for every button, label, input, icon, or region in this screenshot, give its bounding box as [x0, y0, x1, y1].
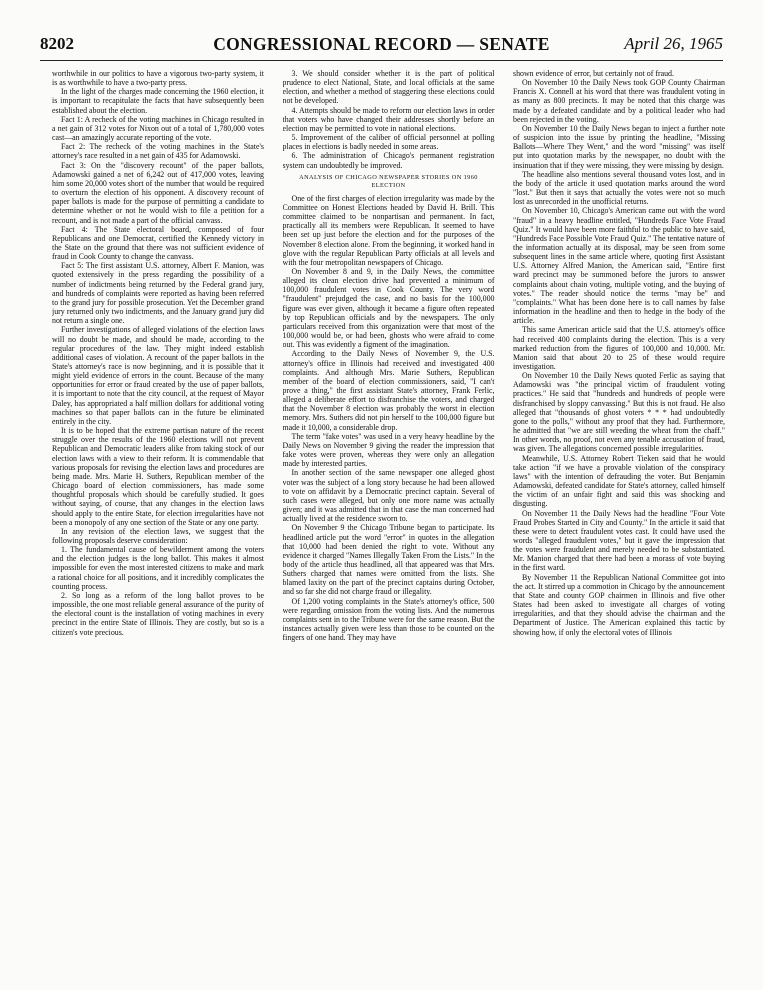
- paragraph: On November 10 the Daily News began to inject a further note of suspicion into the issue by printing the headline, "Missing Ballots—Where They Went," and the word "missing" was itself put into quotation marks by the newspaper, no doubt with the insinuation that if they were missing, they were missing by design.: [513, 123, 725, 170]
- paragraph: Fact 4: The State electoral board, composed of four Republicans and one Democrat, certified the Kennedy victory in the State on the ground that there was not sufficient evidence of fraud in Cook County to change the canvass.: [52, 224, 264, 262]
- paragraph: Fact 2: The recheck of the voting machines in the State's attorney's race resulted in a net gain of 435 for Adamowski.: [52, 142, 264, 161]
- page-number: 8202: [40, 34, 74, 53]
- paragraph: The headline also mentions several thousand votes lost, and in the body of the article it used quotation marks around the word "lost." But then it says that actually the votes were not so much lost as unrecorded in the unofficial returns.: [513, 169, 725, 207]
- paragraph: In any revision of the election laws, we suggest that the following proposals deserve consideration:: [52, 526, 264, 545]
- paragraph: shown evidence of error, but certainly not of fraud.: [513, 69, 674, 78]
- text-column-2: [283, 69, 495, 974]
- paragraph: On November 10, Chicago's American came out with the word "fraud" in a heavy headline entitled, "Hundreds Face Vote Fraud Quiz." It would have been more faithful to the public to have said, "Hundreds Face Possible Vote Fraud Quiz." The tentative nature of the information actually at its disposal, may be seen from some subsequent lines in the same article where, quoting first Assistant U.S. Attorney Alfred Manion, the American said, "Entire first ward precinct may be summoned before the jurors to answer complaints about chain voting, multiple voting, and the buying of votes." The reader should notice the terms "may be" and "complaints." What has been done here is to call names by false information in the headline and then to hedge in the body of the article.: [513, 206, 725, 326]
- paragraph: In another section of the same newspaper one alleged ghost voter was the subject of a long story because he had been allowed to vote on affidavit by a Democratic precinct captain. Several of such cases were alleged, but only one more name was actually given; and it was admitted that in that case the man concerned had actually lived at the residence sworn to.: [282, 468, 495, 524]
- paragraph: According to the Daily News of November 9, the U.S. attorney's office in Illinois had received and investigated 400 complaints. And although Mrs. Marie Suthers, Republican member of the board of election commissioners, said, "I can't prove a thing," the first assistant State's attorney, Frank Ferlic, alleged a deliberate effort to disfranchise the voters, and charged that the November 8 election was probably the worst in election memory. Mrs. Suthers did not pin herself to the 100,000 figure but made it 10,000, a considerable drop.: [282, 349, 495, 432]
- paragraph: On November 10 the Daily News quoted Ferlic as saying that Adamowski was "the principal victim of fraudulent voting practices." He said that "hundreds and hundreds of people were disfranchised by sloppy canvassing." But this is not fraud. He also alleged that "thousands of ghost voters * * * had undoubtedly gone to the polls," without any proof that they had. Furthermore, he admitted that "we are still weeding the wheat from the chaff." In other words, no proof, not even any tenable accusation of fraud, was given. The allegations concerned possible irregularities.: [513, 371, 725, 454]
- text-column-3: [513, 69, 725, 974]
- paragraph: worthwhile in our politics to have a vigorous two-party system, it is as worthwhile to have a two-party press.: [52, 69, 264, 88]
- paragraph: Of 1,200 voting complaints in the State's attorney's office, 500 were regarding omission from the voting lists. And the numerous complaints sent in to the Tribune were for the same reason. But the instances actually given were less than those to be counted on the fingers of one hand. They may have: [282, 596, 495, 643]
- paragraph: On November 11 the Daily News had the headline "Four Vote Fraud Probes Started in City and County." In the article it said that these were to detect fraudulent votes cast. It could have used the words "alleged fraudulent votes," but it gave the impression that the votes were fraudulent and merely needed to be substantiated. Mr. Manion charged that there had been a morass of vote buying in the first ward.: [513, 508, 725, 573]
- paragraph: Meanwhile, U.S. Attorney Robert Tieken said that he would take action "if we have a provable violation of the conspiracy laws" with the intention of defrauding the voter. But Benjamin Adamowski, defeated candidate for State's attorney, called himself the victim of an unfair fight and said this was shocking and disgusting.: [513, 453, 725, 509]
- paragraph: Further investigations of alleged violations of the election laws will no doubt be made, and should be made, according to the regular procedures of the law. They might indeed establish additional cases of violation. A recount of the paper ballots in the State's attorney's race is now beginning, and it is possible that it might yield evidence of errors in the count. Because of the many opportunities for error or fraud created by the use of paper ballots, it is important to note that the city council, at the request of Mayor Daley, has appropriated a half million dollars for additional voting machines so that paper ballots can in the future be eliminated entirely in the city.: [52, 325, 264, 426]
- paragraph: 3. We should consider whether it is the part of political prudence to elect National, State, and local officials at the same election, and whether a method of staggering these elections could not be developed.: [282, 69, 495, 106]
- paragraph: By November 11 the Republican National Committee got into the act. It stirred up a commotion in Chicago by the announcement that State and county GOP chairmen in Illinois and five other States had been asked to investigate all charges of voting irregularities, and that they should advise the chairman and the Department of Justice. The American explained this tactic by showing how, if only the electoral votes of Illinois: [513, 572, 725, 637]
- page-header: [40, 34, 723, 60]
- paragraph: 6. The administration of Chicago's permanent registration system can undoubtedly be improved.: [282, 151, 495, 170]
- body-columns: [52, 69, 725, 974]
- paragraph: On November 9 the Chicago Tribune began to participate. Its headlined article put the word "error" in quotes in the allegation that 10,000 had been denied the right to vote. Without any evidence it charged "Names Illegally Taken From the Lists." In the body of the article thus headlined, all that appeared was that Mrs. Suthers charged that names were omitted from the lists. She blamed laxity on the part of the precinct captains during October, and so far she did not charge fraud or illegality.: [282, 523, 495, 597]
- paragraph: Fact 1: A recheck of the voting machines in Chicago resulted in a net gain of 312 votes for Nixon out of a total of 1,780,000 votes cast—an amazingly accurate reporting of the vote.: [52, 114, 264, 143]
- paragraph: Fact 3: On the "discovery recount" of the paper ballots, Adamowski gained a net of 6,242 out of 417,000 votes, leaving him some 20,000 votes short of the number that would be required to overturn the election of his opponent. A discovery recount of paper ballots is made for the purpose of permitting a candidate to determine whether or not he would wish to file a petition for a recount, and is not made a part of the official canvass.: [52, 160, 264, 225]
- journal-title: CONGRESSIONAL RECORD — SENATE: [213, 34, 550, 54]
- paragraph: On November 10 the Daily News took GOP County Chairman Francis X. Connell at his word that there was fraudulent voting in as many as 800 precincts. It may be noted that this charge was made by a defeated candidate and by a political leader who had been rejected in the voting.: [513, 78, 725, 124]
- paragraph: It is to be hoped that the extreme partisan nature of the recent struggle over the results of the 1960 elections will not prevent Republican and Democratic leaders alike from taking stock of our election laws with a view to their reform. It is commendable that various proposals for revising the election laws and procedures are being made. Mrs. Marie H. Suthers, Republican member of the Chicago board of election commissioners, has made some thoughtful proposals which should be carefully studied. It goes without saying, of course, that any changes in the election laws should apply to the entire State, for election irregularities have not been a monopoly of any one section of the State or any one party.: [52, 426, 264, 527]
- paragraph: This same American article said that the U.S. attorney's office had received 400 complaints during the election. This is a very marked reduction from the figures of 100,000 and 10,000. Mr. Manion said that about 20 to 25 of these would require investigation.: [513, 325, 725, 371]
- paragraph: 4. Attempts should be made to reform our election laws in order that voters who have changed their addresses shortly before an election may be permitted to vote in national elections.: [282, 105, 495, 133]
- paragraph: 2. So long as a reform of the long ballot proves to be impossible, the one most reliable general assurance of the purity of the electoral count is the installation of voting machines in every precinct in the entire State of Illinois. They are costly, but so is a citizen's vote precious.: [52, 590, 264, 637]
- paragraph: In the light of the charges made concerning the 1960 election, it is important to recapitulate the facts that have subsequently been established about the election.: [52, 87, 264, 115]
- paragraph: One of the first charges of election irregularity was made by the Committee on Honest Elections headed by David H. Brill. This committee claimed to be nonpartisan and permanent. In fact, practically all its members were Republican. It seemed to have been set up just before the election and for the purposes of the November 8 election alone. From the beginning, it worked hand in glove with the regular Republican Party officials at all levels and with the four metropolitan newspapers of Chicago.: [282, 193, 495, 267]
- paragraph: The term "fake votes" was used in a very heavy headline by the Daily News on November 9 giving the reader the impression that fake votes were proven, whereas they were only an allegation made by interested parties.: [282, 431, 495, 469]
- paragraph: Fact 5: The first assistant U.S. attorney, Albert F. Manion, was quoted extensively in the press regarding the possibility of a number of indictments being returned by the Federal grand jury, and hundreds of complaints were reported as having been referred to the grand jury for possible prosecution. Yet the December grand jury returned only two indictments, and the January grand jury did not return a single one.: [52, 261, 264, 326]
- paragraph: 5. Improvement of the caliber of official personnel at polling places in elections is badly needed in some areas.: [282, 133, 495, 152]
- issue-date: April 26, 1965: [624, 34, 723, 53]
- header-rule: [40, 60, 723, 61]
- paragraph: On November 8 and 9, in the Daily News, the committee alleged its clean election drive had prevented a minimum of 100,000 fraudulent votes in Cook County. The very word "fraudulent" prejudged the case, and no basis for the 100,000 figure was ever given, although it became a figure often repeated by top Republican officials and by the newspapers. The only particulars received from this organization were that most of the 100,000 would be, or had been, ghosts who were afraid to come out. This was evidently a figment of the imagination.: [282, 266, 495, 350]
- text-column-1: [52, 69, 264, 974]
- paragraph: 1. The fundamental cause of bewilderment among the voters and the election judges is the long ballot. This makes it almost impossible for even the most interested citizens to make and mark a rational choice for all positions, and it incredibly complicates the counting process.: [52, 545, 264, 591]
- section-heading: ANALYSIS OF CHICAGO NEWSPAPER STORIES ON 1960 ELECTION: [299, 173, 478, 189]
